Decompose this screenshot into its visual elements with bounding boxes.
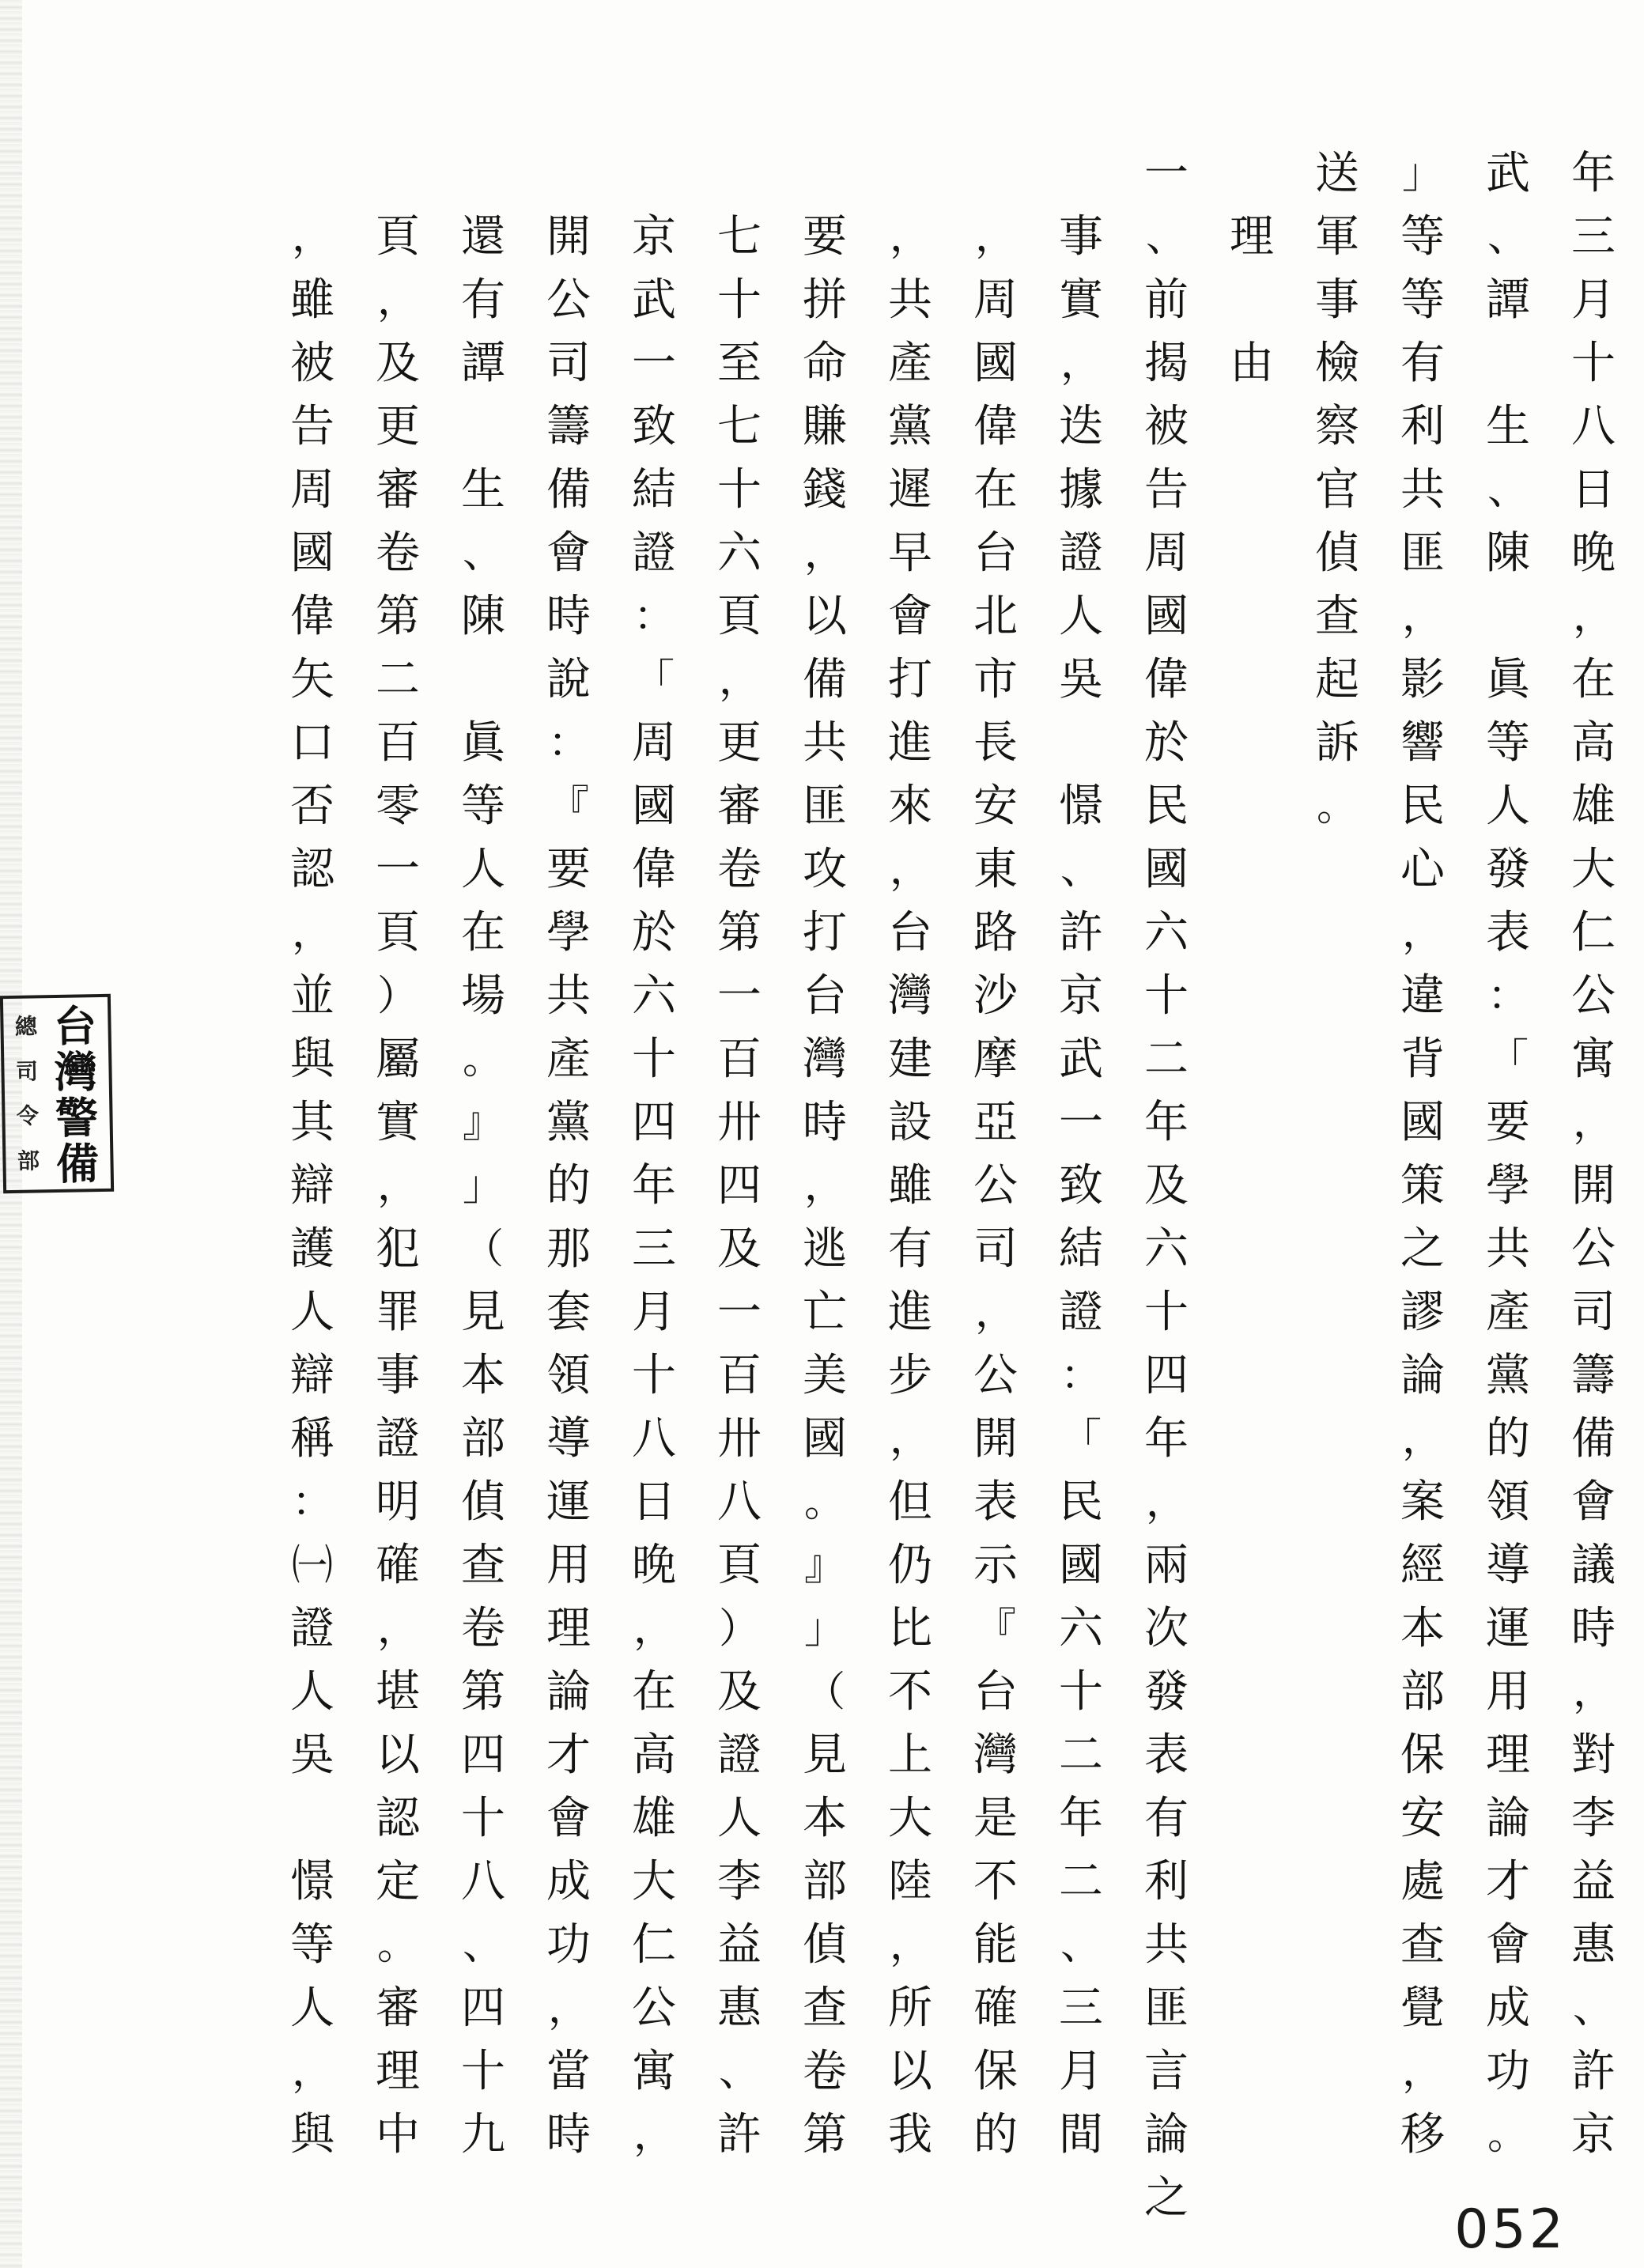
text-column: 還 有 譚 生 、 陳 眞 等 人 在 場 。 』 」 （ 見 本 部 偵 查 卷 第 四 十 八 、 四 十 九 <box>461 211 505 2160</box>
text-column: 年 三 月 十 八 日 晚 ， 在 高 雄 大 仁 公 寓 ， 開 公 司 籌 備 會 議 時 ， 對 李 益 惠 、 許 京 <box>1571 148 1616 2160</box>
text-column: 」 等 等 有 利 共 匪 ， 影 響 民 心 ， 違 背 國 策 之 謬 論 ， 案 經 本 部 保 安 處 查 覺 ， 移 <box>1400 150 1445 2160</box>
stamp-sub-text: 總 司 令 部 <box>14 1013 40 1174</box>
text-column: 頁 ， 及 更 審 卷 第 二 百 零 一 頁 ） 屬 實 ， 犯 罪 事 證 明 確 ， 堪 以 認 定 。 審 理 中 <box>376 211 420 2160</box>
text-column: 京 武 一 致 結 證 ： 「 周 國 偉 於 六 十 四 年 三 月 十 八 日 晚 ， 在 高 雄 大 仁 公 寓 ， <box>632 211 676 2159</box>
text-column: ， 雖 被 告 周 國 偉 矢 口 否 認 ， 並 與 其 辯 護 人 辯 稱 ： ㈠ 證 人 吳 憬 等 人 ， 與 <box>290 214 334 2160</box>
official-seal-stamp <box>0 994 114 1193</box>
text-column: 事 實 ， 迭 據 證 人 吳 憬 、 許 京 武 一 致 結 證 ： 「 民 國 六 十 二 年 二 、 三 月 間 <box>1059 211 1103 2160</box>
text-column: 七 十 至 七 十 六 頁 ， 更 審 卷 第 一 百 卅 四 及 一 百 卅 八 頁 ） 及 證 人 李 益 惠 、 許 <box>717 211 762 2160</box>
text-column: 要 拼 命 賺 錢 ， 以 備 共 匪 攻 打 台 灣 時 ， 逃 亡 美 國 。 』 」 （ 見 本 部 偵 查 卷 第 <box>803 211 847 2160</box>
text-column: ， 周 國 偉 在 台 北 市 長 安 東 路 沙 摩 亞 公 司 ， 公 開 表 示 『 台 灣 是 不 能 確 保 的 <box>973 214 1018 2160</box>
text-column: 武 、 譚 生 、 陳 眞 等 人 發 表 ： 「 要 學 共 產 黨 的 領 導 運 用 理 論 才 會 成 功 。 <box>1486 148 1530 2159</box>
text-column: 理 由 <box>1230 211 1274 389</box>
text-column: ， 共 產 黨 遲 早 會 打 進 來 ， 台 灣 建 設 雖 有 進 步 ， 但 仍 比 不 上 大 陸 ， 所 以 我 <box>888 214 932 2160</box>
stamp-main-text: 台 灣 警 備 <box>53 1001 100 1190</box>
text-column: 送 軍 事 檢 察 官 偵 查 起 訴 。 <box>1315 148 1359 830</box>
text-column: 一 、 前 揭 被 告 周 國 偉 於 民 國 六 十 二 年 及 六 十 四 年 ， 兩 次 發 表 有 利 共 匪 言 論 之 <box>1144 148 1189 2224</box>
page-number: 052 <box>1454 2198 1567 2261</box>
text-column: 開 公 司 籌 備 會 時 說 ： 『 要 學 共 產 黨 的 那 套 領 導 運 用 理 論 才 會 成 功 ， 當 時 <box>546 211 591 2160</box>
